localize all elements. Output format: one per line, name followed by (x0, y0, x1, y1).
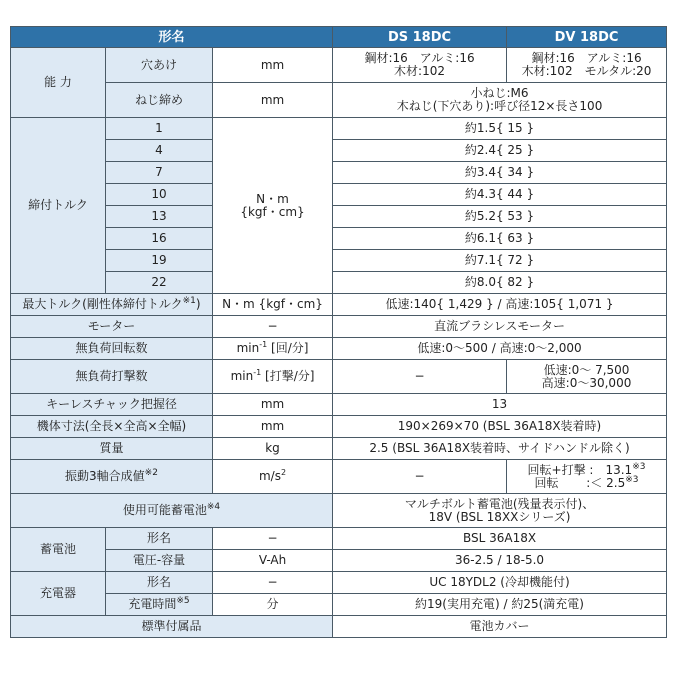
torque-step: 22 (106, 272, 213, 294)
vibration-dv-line2-note: ※3 (625, 474, 639, 485)
charger-model-unit: − (213, 572, 333, 594)
battery-capacity-row (11, 550, 667, 572)
charger-label: 充電器 (11, 572, 106, 616)
unit-min: min (230, 369, 254, 383)
torque-label: 締付トルク (11, 118, 106, 294)
capacity-drill-row (11, 48, 667, 83)
charger-model-value: UC 18YDL2 (冷却機能付) (333, 572, 667, 594)
usable-battery-line2: 18V (BSL 18XXシリーズ) (428, 509, 571, 524)
motor-unit: − (213, 316, 333, 338)
no-load-speed-row (11, 338, 667, 360)
impact-rate-dv (507, 360, 667, 394)
dimensions-label: 機体寸法(全長×全高×全幅) (11, 416, 213, 438)
motor-row (11, 316, 667, 338)
vibration-dv-line2 (510, 474, 663, 490)
header-row (11, 27, 667, 48)
vibration-unit (213, 460, 333, 494)
drill-label: 穴あけ (106, 48, 213, 83)
torque-step: 19 (106, 250, 213, 272)
max-torque-label-text: 最大トルク(剛性体締付トルク (22, 297, 183, 311)
header-ds18dc: DS 18DC (333, 27, 507, 48)
usable-battery-row (11, 494, 667, 528)
torque-value: 約2.4{ 25 } (333, 140, 667, 162)
torque-step: 10 (106, 184, 213, 206)
unit-exponent: -1 (259, 340, 268, 349)
vibration-ds: − (333, 460, 507, 494)
chuck-unit: mm (213, 394, 333, 416)
chuck-row (11, 394, 667, 416)
torque-row (11, 272, 667, 294)
screw-unit: mm (213, 83, 333, 118)
dimensions-row (11, 416, 667, 438)
screw-label: ねじ締め (106, 83, 213, 118)
vibration-note: ※2 (144, 468, 158, 478)
battery-capacity-label: 電圧-容量 (106, 550, 213, 572)
torque-row (11, 206, 667, 228)
drill-ds-line2: 木材:102 (394, 64, 445, 78)
impact-rate-label: 無負荷打撃数 (11, 360, 213, 394)
torque-value: 約3.4{ 34 } (333, 162, 667, 184)
unit-suffix: [打撃/分] (261, 369, 315, 383)
charger-time-value: 約19(実用充電) / 約25(満充電) (333, 594, 667, 616)
battery-capacity-value: 36-2.5 / 18-5.0 (333, 550, 667, 572)
accessory-row (11, 616, 667, 638)
impact-rate-dv-line1: 低速:0～ 7,500 (543, 362, 630, 377)
vibration-label-text: 振動3軸合成値 (65, 469, 145, 483)
torque-row (11, 228, 667, 250)
drill-dv-line1: 鋼材:16 アルミ:16 (531, 51, 642, 65)
torque-value: 約1.5{ 15 } (333, 118, 667, 140)
dimensions-unit: mm (213, 416, 333, 438)
max-torque-label (11, 294, 213, 316)
vibration-dv (507, 460, 667, 494)
usable-battery-value (333, 494, 667, 528)
vibration-label (11, 460, 213, 494)
motor-label: モーター (11, 316, 213, 338)
drill-ds (333, 48, 507, 83)
torque-unit-line2: {kgf・cm} (240, 204, 305, 219)
max-torque-row (11, 294, 667, 316)
battery-model-value: BSL 36A18X (333, 528, 667, 550)
drill-dv (507, 48, 667, 83)
vibration-dv-line1-text: 回転+打撃 : 13.1 (527, 462, 633, 477)
vibration-dv-line2-text: 回転 :＜ 2.5 (534, 475, 626, 490)
motor-value: 直流ブラシレスモーター (333, 316, 667, 338)
chuck-value: 13 (333, 394, 667, 416)
dimensions-value: 190×269×70 (BSL 36A18X装着時) (333, 416, 667, 438)
torque-value: 約8.0{ 82 } (333, 272, 667, 294)
vibration-dv-line1-note: ※3 (632, 461, 646, 472)
unit-ms: m/s (258, 469, 281, 483)
accessory-value: 電池カバー (333, 616, 667, 638)
vibration-row (11, 460, 667, 494)
charger-model-label: 形名 (106, 572, 213, 594)
chuck-label: キーレスチャック把握径 (11, 394, 213, 416)
battery-label: 蓄電池 (11, 528, 106, 572)
torque-row (11, 118, 667, 140)
drill-unit: mm (213, 48, 333, 83)
charger-model-row (11, 572, 667, 594)
unit-exponent: -1 (253, 368, 262, 377)
charger-time-note: ※5 (176, 596, 190, 606)
torque-row (11, 250, 667, 272)
no-load-speed-label: 無負荷回転数 (11, 338, 213, 360)
header-dv18dc: DV 18DC (507, 27, 667, 48)
impact-rate-ds: − (333, 360, 507, 394)
drill-dv-line2: 木材:102 モルタル:20 (521, 64, 652, 78)
screw-line2: 木ねじ(下穴あり):呼び径12×長さ100 (396, 99, 603, 113)
charger-time-label (106, 594, 213, 616)
charger-time-label-text: 充電時間 (128, 597, 177, 611)
max-torque-label-end: ) (195, 297, 201, 311)
capacity-screw-row (11, 83, 667, 118)
usable-battery-note: ※4 (206, 502, 221, 512)
header-model: 形名 (11, 27, 333, 48)
battery-model-label: 形名 (106, 528, 213, 550)
battery-model-unit: − (213, 528, 333, 550)
torque-step: 4 (106, 140, 213, 162)
capacity-label: 能 力 (11, 48, 106, 118)
charger-time-row (11, 594, 667, 616)
torque-row (11, 140, 667, 162)
torque-step: 13 (106, 206, 213, 228)
torque-value: 約4.3{ 44 } (333, 184, 667, 206)
torque-value: 約5.2{ 53 } (333, 206, 667, 228)
torque-row (11, 184, 667, 206)
screw-line1: 小ねじ:M6 (470, 86, 529, 100)
torque-value: 約7.1{ 72 } (333, 250, 667, 272)
weight-unit: kg (213, 438, 333, 460)
weight-value: 2.5 (BSL 36A18X装着時、サイドハンドル除く) (333, 438, 667, 460)
torque-step: 7 (106, 162, 213, 184)
usable-battery-label-text: 使用可能蓄電池 (122, 503, 207, 517)
max-torque-note: ※1 (182, 296, 196, 306)
no-load-speed-value: 低速:0～500 / 高速:0～2,000 (333, 338, 667, 360)
weight-row (11, 438, 667, 460)
usable-battery-line1: マルチボルト蓄電池(残量表示付)、 (404, 496, 595, 511)
max-torque-unit: N・m {kgf・cm} (213, 294, 333, 316)
charger-time-unit: 分 (213, 594, 333, 616)
unit-suffix: [回/分] (267, 341, 309, 355)
screw-value (333, 83, 667, 118)
impact-rate-unit (213, 360, 333, 394)
usable-battery-label (11, 494, 333, 528)
torque-step: 16 (106, 228, 213, 250)
accessory-label: 標準付属品 (11, 616, 333, 638)
max-torque-value: 低速:140{ 1,429 } / 高速:105{ 1,071 } (333, 294, 667, 316)
torque-value: 約6.1{ 63 } (333, 228, 667, 250)
impact-rate-row (11, 360, 667, 394)
unit-exponent: 2 (280, 468, 287, 477)
unit-min: min (236, 341, 260, 355)
battery-capacity-unit: V-Ah (213, 550, 333, 572)
torque-unit (213, 118, 333, 294)
no-load-speed-unit (213, 338, 333, 360)
torque-unit-line1: N・m (256, 191, 289, 206)
weight-label: 質量 (11, 438, 213, 460)
impact-rate-dv-line2: 高速:0～30,000 (541, 375, 632, 390)
battery-model-row (11, 528, 667, 550)
drill-ds-line1: 鋼材:16 アルミ:16 (364, 51, 475, 65)
torque-step: 1 (106, 118, 213, 140)
spec-table (10, 26, 667, 638)
torque-row (11, 162, 667, 184)
